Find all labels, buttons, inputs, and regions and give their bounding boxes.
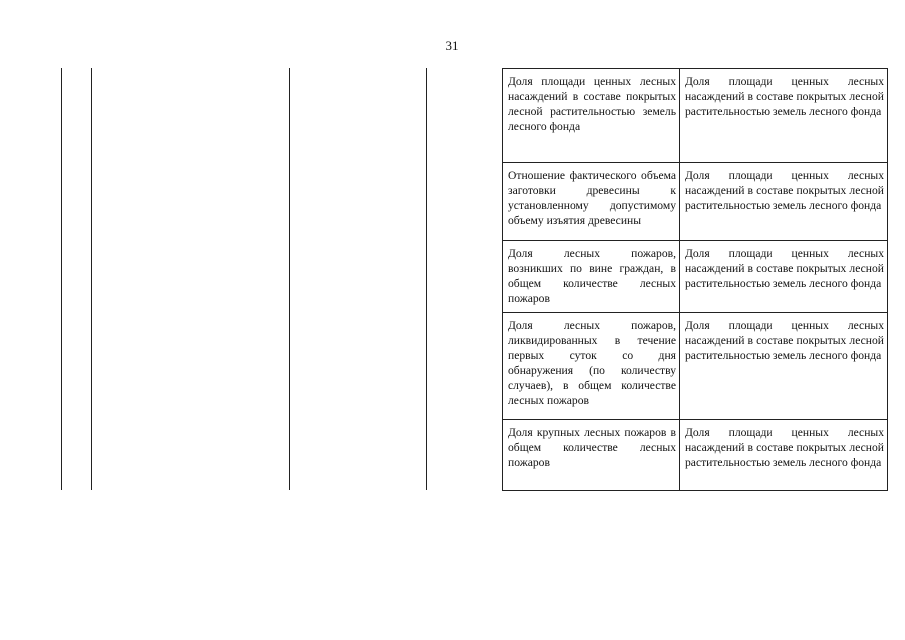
- indicator-cell: Доля лесных пожаров, возникших по вине граждан, в общем количестве лесных пожаров: [503, 241, 680, 313]
- indicator-cell: Доля крупных лесных пожаров в общем количестве лесных пожаров: [503, 420, 680, 491]
- indicator-cell: Доля площади ценных лесных насаждений в составе покрытых лесной растительностью земель лесного фонда: [503, 69, 680, 163]
- target-cell: Доля площади ценных лесных насаждений в составе покрытых лесной растительностью земель лесного фонда: [680, 241, 888, 313]
- indicators-table: [502, 68, 888, 491]
- target-cell: Доля площади ценных лесных насаждений в составе покрытых лесной растительностью земель лесного фонда: [680, 163, 888, 241]
- table-row: [503, 241, 888, 313]
- target-cell: Доля площади ценных лесных насаждений в составе покрытых лесной растительностью земель лесного фонда: [680, 69, 888, 163]
- page-number: 31: [445, 38, 459, 53]
- table-column-border: [426, 68, 427, 490]
- table-row: [503, 69, 888, 163]
- table-column-border: [289, 68, 290, 490]
- table-column-border: [61, 68, 62, 490]
- target-cell: Доля площади ценных лесных насаждений в составе покрытых лесной растительностью земель лесного фонда: [680, 420, 888, 491]
- table-row: [503, 313, 888, 420]
- table-column-border: [91, 68, 92, 490]
- table-row: [503, 420, 888, 491]
- indicator-cell: Отношение фактического объема заготовки древесины к установленному допустимому объему изъятия древесины: [503, 163, 680, 241]
- target-cell: Доля площади ценных лесных насаждений в составе покрытых лесной растительностью земель лесного фонда: [680, 313, 888, 420]
- table-row: [503, 163, 888, 241]
- indicator-cell: Доля лесных пожаров, ликвидированных в течение первых суток со дня обнаружения (по количеству случаев), в общем количестве лесных пожаров: [503, 313, 680, 420]
